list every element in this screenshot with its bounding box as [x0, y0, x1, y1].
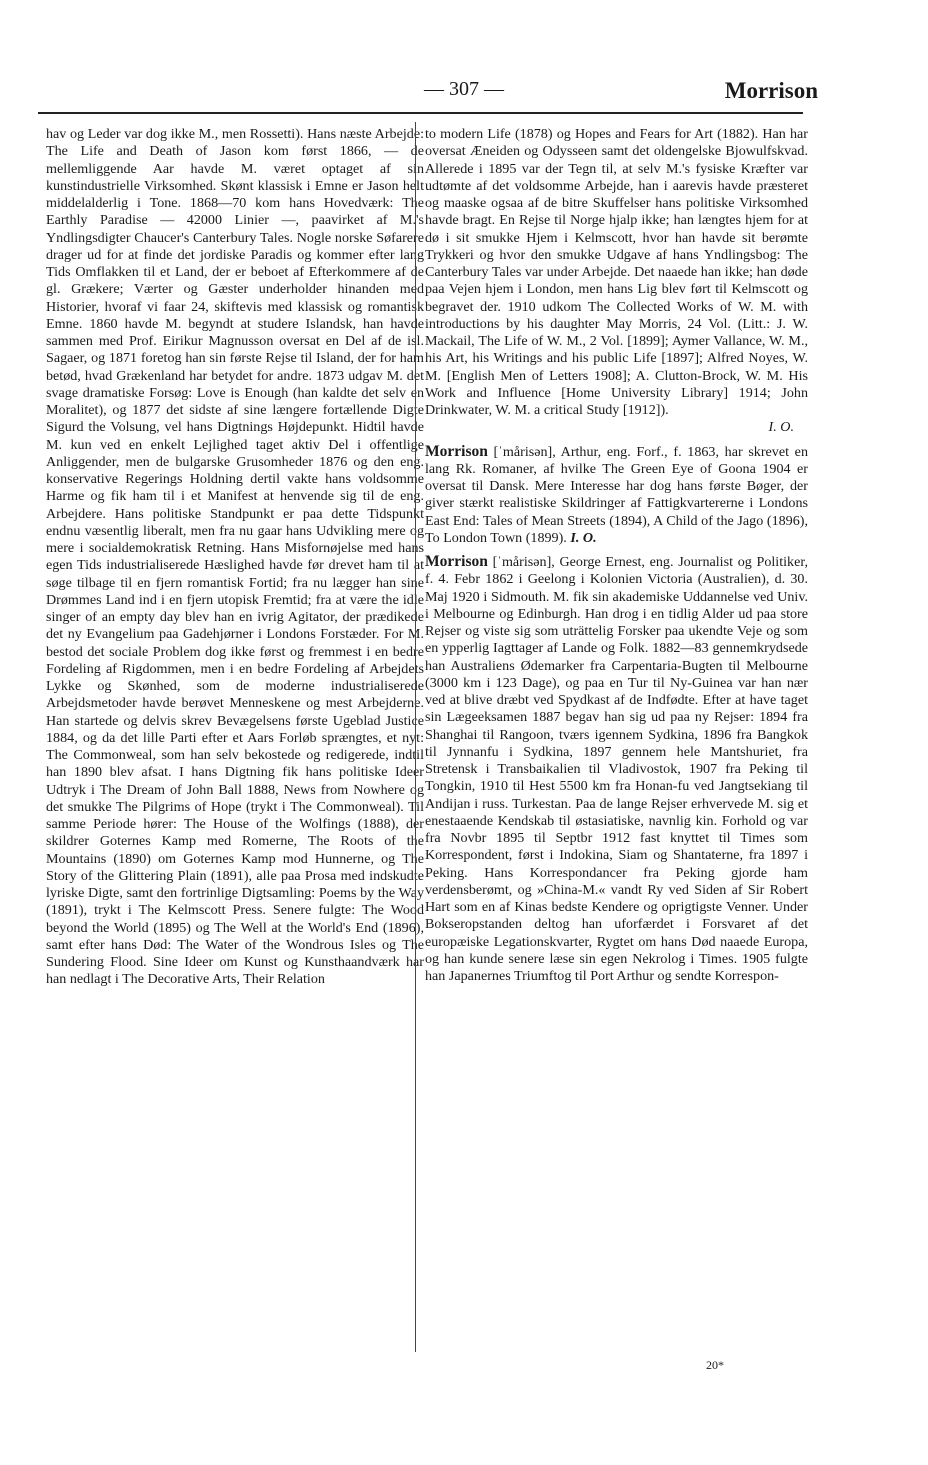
column-divider [415, 122, 416, 1352]
entry-headword: Morrison [425, 442, 488, 460]
entry-text: [ˈmårisən], George Ernest, eng. Journalist og Politiker, f. 4. Febr 1862 i Geelong i Kolonien Victoria (Australien), d. 30. Maj 1920 i Sidmouth. M. fik sin akademiske Uddannelse ved Univ. i Melbourne og Edinburgh. Han drog i en tidlig Alder ud paa store Rejser og viste sig som uträttelig Forsker paa ukendte Veje og som en ypperlig Iagttager af Lande og Folk. 1882—83 gennemkrydsede han Australiens Ødemarker fra Carpentaria-Bugten til Melbourne (3000 km i 123 Dage), og paa en Tur til Ny-Guinea var han nær ved at blive dræbt ved Spydkast af de Indfødte. Efter at have taget sin Lægeeksamen 1887 begav han sig ud paa ny Rejser: 1894 fra Shanghai til Rangoon, tværs igennem Sydkina, 1896 fra Bangkok til Jynnanfu i Sydkina, 1897 gennem hele Mantshuriet, fra Stretensk i Transbaikalien til Vladivostok, 1907 fra Peking til Tongkin, 1910 til Hest 5500 km fra Honan-fu ved Jangtsekiang til Andijan i russ. Turkestan. Paa de lange Rejser erhvervede M. sig et enestaaende Kendskab til østasiatiske, navnlig kin. Forhold og var fra Novbr 1895 til Septbr 1912 fast knyttet til Times som Korrespondent, først i Indokina, Siam og Shantaterne, fra 1897 i Peking. Hans Korrespondancer fra Peking gjorde ham verdensberømt, og »China-M.« vandt Ry ved Siden af Sir Robert Hart som en af Kinas bedste Kendere og oprigtigste Venner. Under Bokseropstanden deltog han uforfærdet i Forsvaret af det europæiske Legationskvarter, Rygtet om hans Død naaede Europa, og han kunde senere læse sin egen Nekrolog i Times. 1905 fulgte han Japanernes Triumftog til Port Arthur og sendte Korrespon- [425, 554, 808, 984]
continuation-signature: I. O. [768, 419, 794, 436]
entry-signature: I. O. [570, 529, 597, 546]
entry-george-morrison [425, 553, 808, 985]
continuation-text: to modern Life (1878) og Hopes and Fears for Art (1882). Han har oversat Æneiden og Odysseen samt det oldengelske Bjowulfskvad. Allerede i 1895 var der Tegn til, at selv M.'s fysiske Kræfter var udtømte af det voldsomme Arbejde, han i aarevis havde præsteret og maaske ogsaa af de bitre Skuffelser hans politiske Virksomhed havde bragt. En Rejse til Norge hjalp ikke; han længtes hjem for at dø i sit smukke Hjem i Kelmscott, hvor han havde sit berømte Trykkeri og hvor den smukke Udgave af hans Yndlingsbog: The Canterbury Tales var under Arbejde. Det naaede han ikke; han døde paa Vejen hjem i London, men hans Lig blev ført til Kelmscott og begravet der. 1910 udkom The Collected Works of W. M. with introductions by his daughter May Morris, 24 Vol. (Litt.: J. W. Mackail, The Life of W. M., 2 Vol. [1899]; Aymer Vallance, W. M., his Art, his Writings and his public Life [1897]; Alfred Noyes, W. M. [English Men of Letters 1908]; A. Clutton-Brock, W. M. His Work and Influence [Home University Library] 1914; John Drinkwater, W. M. a critical Study [1912]). [425, 126, 808, 418]
entry-headword: Morrison [425, 553, 488, 570]
entry-arthur-morrison [425, 443, 808, 548]
entry-text: [ˈmårisən], Arthur, eng. Forf., f. 1863, har skrevet en lang Rk. Romaner, af hvilke The Green Eye of Goona 1904 er oversat til Dansk. Mere Interesse har dog hans første Bøger, der giver stærkt realistiske Skildringer af Fattigkvartererne i Londons East End: Tales of Mean Streets (1894), A Child of the Jago (1896), To London Town (1899). [425, 443, 808, 546]
left-column [46, 126, 424, 989]
left-column-text: hav og Leder var dog ikke M., men Rossetti). Hans næste Arbejde: The Life and Death of Jason kom først 1866, — de mellemliggende Aar havde M. været optaget af sin kunstindustrielle Virksomhed. Skønt klassisk i Emne er Jason helt middelalderlig i Tone. 1868—70 kom hans Hovedværk: The Earthly Paradise — 42000 Linier —, paavirket af M.'s Yndlingsdigter Chaucer's Canterbury Tales. Nogle norske Søfarere drager ud for at finde det jordiske Paradis og kommer efter lang Tids Omflakken til et Land, der er beboet af Efterkommere af de gl. Grækere; Værter og Gæster underholder hinanden med Historier, hvoraf vi faar 24, skiftevis med klassisk og romantisk Emne. 1860 havde M. begyndt at studere Islandsk, han havde sammen med Prof. Eirikur Magnusson oversat en Del af de isl. Sagaer, og 1871 foretog han sin første Rejse til Island, der for ham betød, hvad Grækenland har betydet for andre. 1873 udgav M. det svage dramatiske Forsøg: Love is Enough (han kaldte det selv en Moralitet), og 1877 det sidste af sine længere fortællende Digte Sigurd the Volsung, vel hans Digtnings Højdepunkt. Hidtil havde M. kun ved en enkelt Lejlighed taget aktiv Del i offentlige Anliggender, men de bulgarske Grusomheder 1876 og den eng. konservative Regerings Holdning dertil vakte hans voldsomme Harme og fik ham til i et Manifest at henvende sig til de eng. Arbejdere. Hans politiske Standpunkt er paa dette Tidspunkt endnu væsentlig liberalt, men fra nu gaar hans Udvikling mere og mere i socialdemokratisk Retning. Hans Misfornøjelse med hans egen Tids industrialiserede Hæslighed havde før drevet ham til at søge tilbage til en fjern romantisk Fortid; fra nu lægger han sine Drømmes Land ind i en fjern utopisk Fremtid; fra at være the idle singer of an empty day blev han en ivrig Agitator, der prædikede det ny Evangelium paa Gadehjørner i Londons Forstæder. For M. bestod det sociale Problem dog ikke først og fremmest i en bedre Fordeling af Rigdommen, men i en bedre Fordeling af Arbejdets Lykke og Skønhed, som de moderne industrialiserede Arbejdsmetoder havde berøvet Menneskene og mest Arbejderne. Han startede og delvis skrev Bevægelsens første Ugeblad Justice 1884, og da det lille Parti efter et Aars Forløb sprængtes, et nyt: The Commonweal, som han selv bekostede og redigerede, indtil han 1890 blev afsat. I hans Digtning fik hans politiske Ideer Udtryk i The Dream of John Ball 1888, News from Nowhere og det smukke The Pilgrims of Hope (trykt i The Commonweal). Til samme Periode hører: The House of the Wolfings (1888), der skildrer Goternes Kamp med Romerne, The Roots of the Mountains (1890) om Goternes Kamp mod Hunnerne, og The Story of the Glittering Plain (1891), alle paa Prosa med indskudte lyriske Digte, samt den fortrinlige Digtsamling: Poems by the Way (1891), trykt i The Kelmscott Press. Senere fulgte: The Wood beyond the World (1895) og The Well at the World's End (1896), samt efter hans Død: The Water of the Wondrous Isles og The Sundering Flood. Sine Ideer om Kunst og Kunsthaandværk har han nedlagt i The Decorative Arts, Their Relation [46, 126, 424, 988]
right-column [425, 126, 808, 985]
header-rule [38, 112, 803, 114]
page-number: — 307 — [424, 78, 504, 100]
signature-mark: 20* [706, 1358, 724, 1372]
running-head: Morrison [724, 78, 818, 103]
